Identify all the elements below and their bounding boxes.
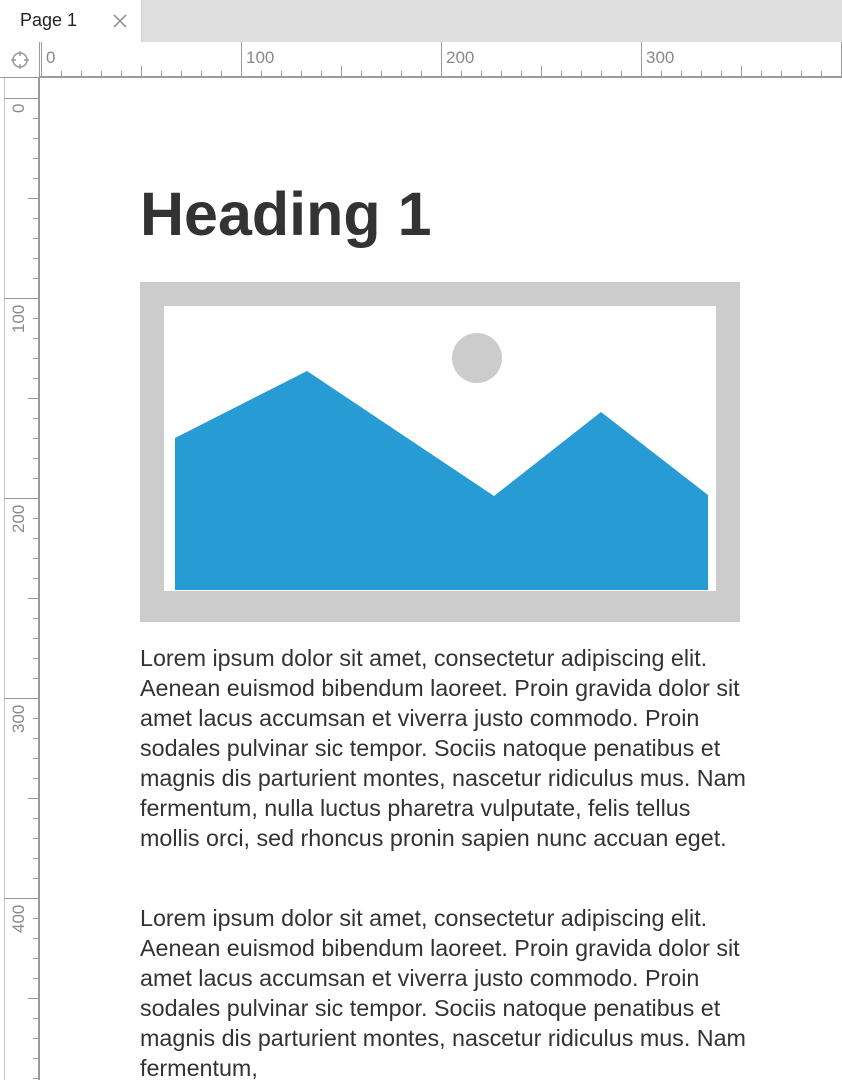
body-paragraph-1[interactable]: Lorem ipsum dolor sit amet, consectetur adipiscing elit. Aenean euismod bibendum laoreet. Proin gravida dolor sit amet lacus accumsan et viverra justo commodo. Proin sodales pulvinar sic tempor. Sociis natoque penatibus et magnis dis parturient montes, nascetur ridiculus mus. Nam fermentum, nulla luctus pharetra vulputate, felis tellus mollis orci, sed rhoncus pronin sapien nunc accuan eget. xyxy=(140,645,746,851)
body-paragraph-2[interactable]: Lorem ipsum dolor sit amet, consectetur adipiscing elit. Aenean euismod bibendum laoreet. Proin gravida dolor sit amet lacus accumsan et viverra justo commodo. Proin sodales pulvinar sic tempor. Sociis natoque penatibus et magnis dis parturient montes, nascetur ridiculus mus. Nam fermentum, xyxy=(140,905,746,1080)
ruler-label: 300 xyxy=(646,48,675,67)
ruler-label: 100 xyxy=(9,304,28,333)
image-placeholder[interactable] xyxy=(140,282,740,622)
ruler-origin-button[interactable] xyxy=(0,42,40,78)
sun-icon xyxy=(452,333,502,383)
tab-label: Page 1 xyxy=(20,10,78,30)
ruler-label: 0 xyxy=(46,48,56,67)
ruler-label: 200 xyxy=(446,48,475,67)
ruler-label: 400 xyxy=(9,904,28,933)
ruler-label: 100 xyxy=(246,48,275,67)
vertical-ruler[interactable] xyxy=(0,78,40,1080)
tab-page-1[interactable] xyxy=(0,0,142,42)
horizontal-ruler[interactable] xyxy=(40,42,842,78)
ruler-label: 200 xyxy=(9,504,28,533)
close-icon[interactable] xyxy=(111,12,129,30)
page-canvas[interactable] xyxy=(40,78,842,1080)
ruler-label: 0 xyxy=(9,103,28,113)
ruler-label: 300 xyxy=(9,704,28,733)
page-heading[interactable]: Heading 1 xyxy=(140,180,432,248)
tab-bar xyxy=(0,0,842,42)
